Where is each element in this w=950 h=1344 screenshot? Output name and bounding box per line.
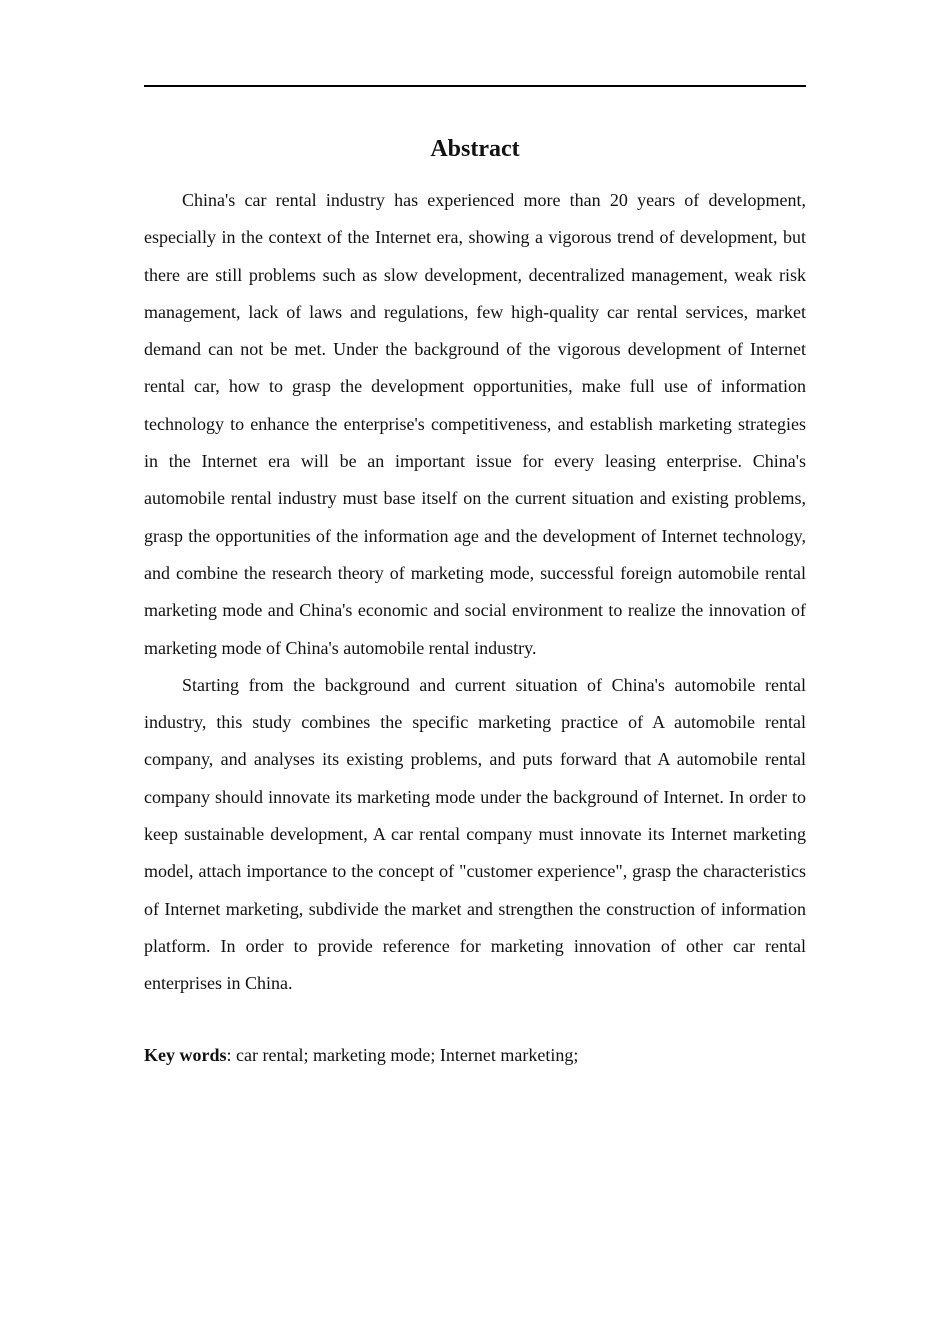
abstract-title: Abstract <box>430 136 520 162</box>
abstract-section <box>144 131 806 1074</box>
abstract-paragraph-1: China's car rental industry has experienced more than 20 years of development, especially in the context of the Internet era, showing a vigorous trend of development, but there are still problems such as slow development, decentralized management, weak risk management, lack of laws and regulations, few high-quality car rental services, market demand can not be met. Under the background of the vigorous development of Internet rental car, how to grasp the development opportunities, make full use of information technology to enhance the enterprise's competitiveness, and establish marketing strategies in the Internet era will be an important issue for every leasing enterprise. China's automobile rental industry must base itself on the current situation and existing problems, grasp the opportunities of the information age and the development of Internet technology, and combine the research theory of marketing mode, successful foreign automobile rental marketing mode and China's economic and social environment to realize the innovation of marketing mode of China's automobile rental industry. <box>144 190 806 658</box>
keywords-label: Key words <box>144 1044 227 1065</box>
header-rule <box>144 85 806 87</box>
abstract-body <box>144 182 806 1003</box>
abstract-paragraph-2: Starting from the background and current situation of China's automobile rental industry, this study combines the specific marketing practice of A automobile rental company, and analyses its existing problems, and puts forward that A automobile rental company should innovate its marketing mode under the background of Internet. In order to keep sustainable development, A car rental company must innovate its Internet marketing model, attach importance to the concept of "customer experience", grasp the characteristics of Internet marketing, subdivide the market and strengthen the construction of information platform. In order to provide reference for marketing innovation of other car rental enterprises in China. <box>144 674 806 994</box>
keywords-list: : car rental; marketing mode; Internet marketing; <box>226 1044 579 1065</box>
keywords-line <box>144 1037 806 1074</box>
